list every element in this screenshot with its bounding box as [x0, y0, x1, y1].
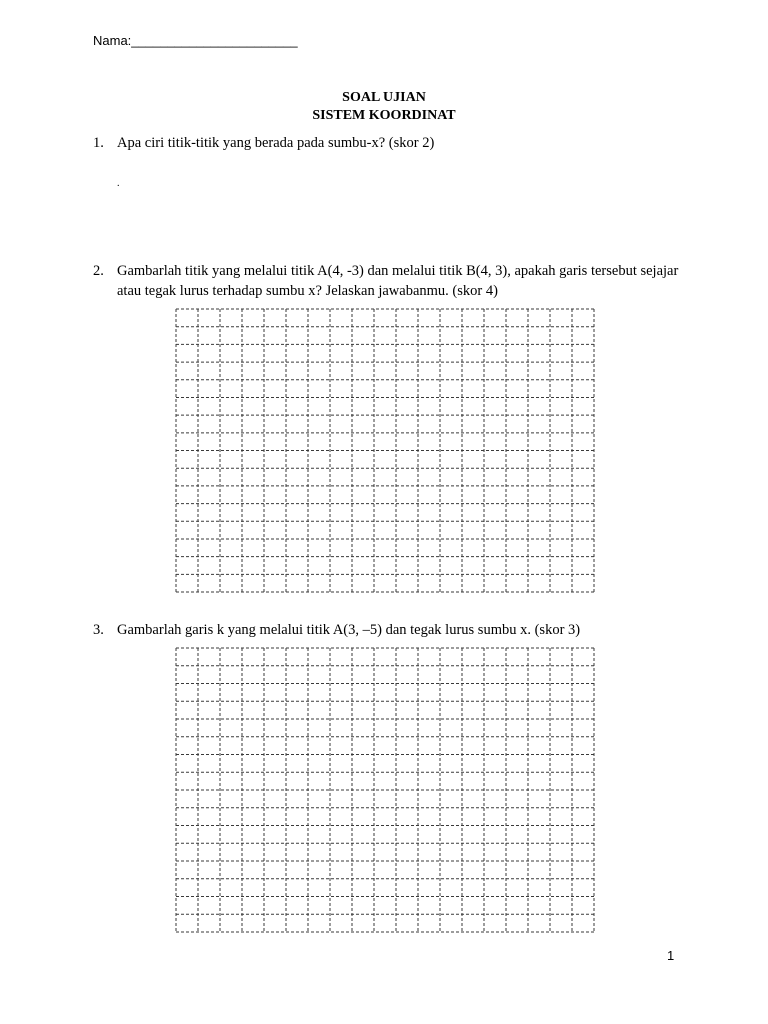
page-number: 1 — [667, 948, 675, 963]
question-1-number: 1. — [93, 135, 104, 151]
question-2-number: 2. — [93, 263, 104, 279]
question-1 — [93, 133, 693, 153]
name-field-label: Nama:_______________________ — [93, 33, 298, 48]
question-2-text: Gambarlah titik yang melalui titik A(4, -3) dan melalui titik B(4, 3), apakah garis tersebut sejajar atau tegak lurus terhadap sumbu x? Jelaskan jawabanmu. (skor 4) — [117, 263, 679, 299]
question-3 — [93, 620, 693, 640]
question-3-number: 3. — [93, 622, 104, 638]
question-2 — [93, 261, 683, 301]
question-3-text: Gambarlah garis k yang melalui titik A(3, –5) dan tegak lurus sumbu x. (skor 3) — [117, 622, 581, 638]
exam-title: SOAL UJIAN — [342, 90, 426, 105]
exam-subtitle: SISTEM KOORDINAT — [312, 108, 456, 123]
question-1-text: Apa ciri titik-titik yang berada pada sumbu-x? (skor 2) — [117, 135, 435, 151]
answer-mark: . — [117, 178, 120, 189]
